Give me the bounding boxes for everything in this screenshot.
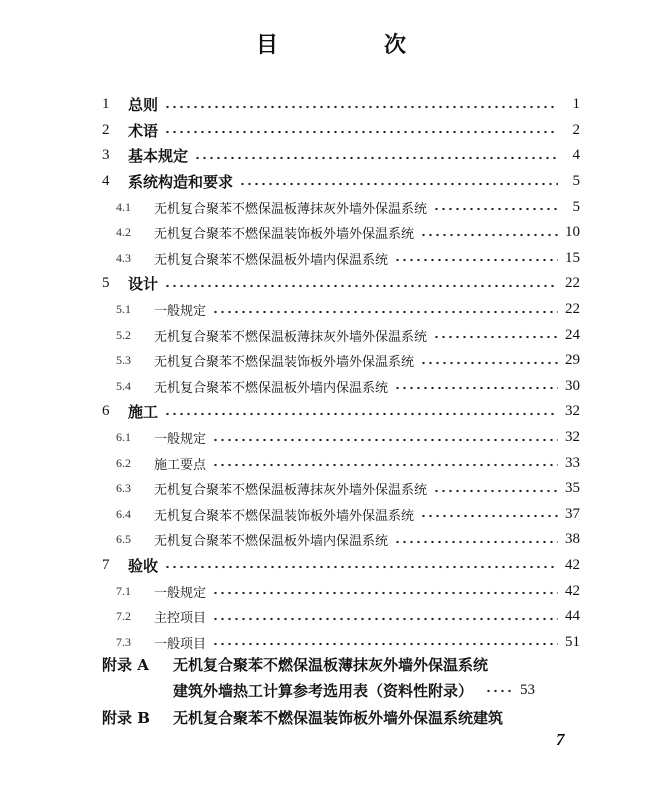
appendix-a-title-line2: 建筑外墙热工计算参考选用表（资料性附录）	[173, 682, 474, 700]
toc-list	[0, 92, 662, 655]
dot-leader	[212, 438, 558, 442]
toc-label: 无机复合聚苯不燃保温板外墙内保温系统	[154, 534, 389, 550]
appendix-b-entry[interactable]	[102, 707, 503, 728]
toc-label: 无机复合聚苯不燃保温板薄抹灰外墙外保温系统	[154, 483, 428, 499]
toc-label: 无机复合聚苯不燃保温板外墙内保温系统	[154, 380, 389, 396]
toc-number: 5.4	[116, 378, 131, 393]
toc-entry[interactable]	[0, 578, 662, 604]
toc-page: 24	[565, 326, 580, 343]
toc-label: 一般规定	[154, 304, 207, 320]
toc-number: 5.1	[116, 302, 131, 317]
toc-number: 1	[102, 96, 110, 113]
toc-number: 7.1	[116, 583, 131, 598]
toc-entry[interactable]	[0, 425, 662, 451]
toc-page: 32	[565, 403, 580, 420]
toc-entry[interactable]	[0, 604, 662, 630]
toc-number: 7.3	[116, 634, 131, 649]
appendix-a-prefix: 附录 A	[102, 656, 149, 674]
toc-entry[interactable]	[0, 322, 662, 348]
toc-number: 6.2	[116, 455, 131, 470]
toc-entry[interactable]	[0, 476, 662, 502]
dot-leader	[194, 156, 558, 160]
toc-entry[interactable]	[0, 194, 662, 220]
appendix-a-entry-continued[interactable]	[173, 680, 580, 701]
toc-entry[interactable]	[0, 553, 662, 579]
toc-page: 4	[572, 147, 580, 164]
toc-page: 42	[565, 582, 580, 599]
toc-label: 施工	[128, 403, 159, 422]
dot-leader	[239, 182, 558, 186]
page-number: 7	[556, 730, 565, 749]
toc-page: 38	[565, 531, 580, 548]
toc-label: 施工要点	[154, 457, 207, 473]
dot-leader	[433, 335, 558, 339]
toc-entry[interactable]	[0, 374, 662, 400]
toc-entry[interactable]	[0, 118, 662, 144]
toc-label: 无机复合聚苯不燃保温装饰板外墙外保温系统	[154, 355, 415, 371]
toc-label: 无机复合聚苯不燃保温板薄抹灰外墙外保温系统	[154, 329, 428, 345]
toc-page: 1	[572, 96, 580, 113]
appendix-b-title-line1: 无机复合聚苯不燃保温装饰板外墙外保温系统建筑	[173, 709, 504, 727]
dot-leader	[164, 565, 558, 569]
toc-entry[interactable]	[0, 220, 662, 246]
toc-page: 10	[565, 224, 580, 241]
toc-number: 6.3	[116, 481, 131, 496]
toc-number: 4.1	[116, 199, 131, 214]
dot-leader	[164, 284, 558, 288]
toc-number: 7	[102, 556, 110, 573]
toc-label: 系统构造和要求	[128, 173, 234, 192]
toc-number: 4.2	[116, 225, 131, 240]
toc-entry[interactable]	[0, 297, 662, 323]
toc-page: 35	[565, 480, 580, 497]
toc-label: 验收	[128, 556, 159, 575]
toc-entry[interactable]	[0, 527, 662, 553]
toc-label: 无机复合聚苯不燃保温装饰板外墙外保温系统	[154, 508, 415, 524]
toc-page: 5	[572, 198, 580, 215]
dot-leader	[212, 617, 558, 621]
toc-page: 42	[565, 556, 580, 573]
toc-label: 主控项目	[154, 611, 207, 627]
toc-page: 32	[565, 429, 580, 446]
toc-label: 总则	[128, 96, 159, 115]
dot-leader	[164, 412, 558, 416]
toc-number: 3	[102, 147, 110, 164]
toc-page: 22	[565, 301, 580, 318]
toc-number: 6.5	[116, 532, 131, 547]
toc-page: 5	[572, 173, 580, 190]
toc-page: 33	[565, 454, 580, 471]
toc-number: 6.1	[116, 430, 131, 445]
toc-label: 无机复合聚苯不燃保温板外墙内保温系统	[154, 252, 389, 268]
dot-leader	[433, 489, 558, 493]
toc-number: 5.3	[116, 353, 131, 368]
toc-number: 4.3	[116, 250, 131, 265]
toc-label: 术语	[128, 121, 159, 140]
dot-leader	[212, 642, 558, 646]
toc-page: 51	[565, 633, 580, 650]
dot-leader	[420, 361, 558, 365]
dot-leader	[394, 258, 558, 262]
toc-entry[interactable]	[0, 629, 662, 655]
toc-page: 30	[565, 377, 580, 394]
toc-page: 22	[565, 275, 580, 292]
dot-leader	[164, 105, 558, 109]
dot-leader	[394, 386, 558, 390]
toc-number: 2	[102, 121, 110, 138]
toc-number: 6.4	[116, 506, 131, 521]
toc-label: 无机复合聚苯不燃保温板薄抹灰外墙外保温系统	[154, 201, 428, 217]
toc-entry[interactable]	[0, 92, 662, 118]
toc-number: 6	[102, 403, 110, 420]
toc-number: 4	[102, 173, 110, 190]
toc-page: 2	[572, 121, 580, 138]
toc-entry[interactable]	[0, 169, 662, 195]
dot-leader	[212, 310, 558, 314]
toc-label: 无机复合聚苯不燃保温装饰板外墙外保温系统	[154, 227, 415, 243]
toc-page: 15	[565, 249, 580, 266]
dot-leader	[164, 130, 558, 134]
toc-number: 5	[102, 275, 110, 292]
toc-entry[interactable]	[0, 450, 662, 476]
toc-number: 5.2	[116, 327, 131, 342]
toc-entry[interactable]	[0, 271, 662, 297]
dot-leader	[420, 514, 558, 518]
appendix-a-entry[interactable]	[102, 654, 488, 675]
toc-page: 29	[565, 352, 580, 369]
toc-page: 37	[565, 505, 580, 522]
toc-entry[interactable]	[0, 143, 662, 169]
toc-page: 44	[565, 608, 580, 625]
toc-entry[interactable]	[0, 502, 662, 528]
dot-leader	[420, 233, 558, 237]
toc-label: 设计	[128, 275, 159, 294]
toc-label: 一般规定	[154, 432, 207, 448]
dot-leader	[212, 463, 558, 467]
appendix-a-title-line1: 无机复合聚苯不燃保温板薄抹灰外墙外保温系统	[173, 656, 489, 674]
toc-entry[interactable]	[0, 399, 662, 425]
dot-leader	[394, 540, 558, 544]
toc-label: 一般规定	[154, 585, 207, 601]
appendix-a-page: 53	[520, 682, 536, 698]
appendix-b-prefix: 附录 B	[102, 709, 150, 727]
toc-entry[interactable]	[0, 246, 662, 272]
toc-number: 7.2	[116, 609, 131, 624]
toc-title: 目 次	[255, 32, 448, 58]
dot-leader	[212, 591, 558, 595]
toc-entry[interactable]	[0, 348, 662, 374]
toc-label: 基本规定	[128, 147, 189, 166]
dot-leader	[485, 689, 511, 693]
dot-leader	[433, 207, 558, 211]
toc-label: 一般项目	[154, 636, 207, 652]
